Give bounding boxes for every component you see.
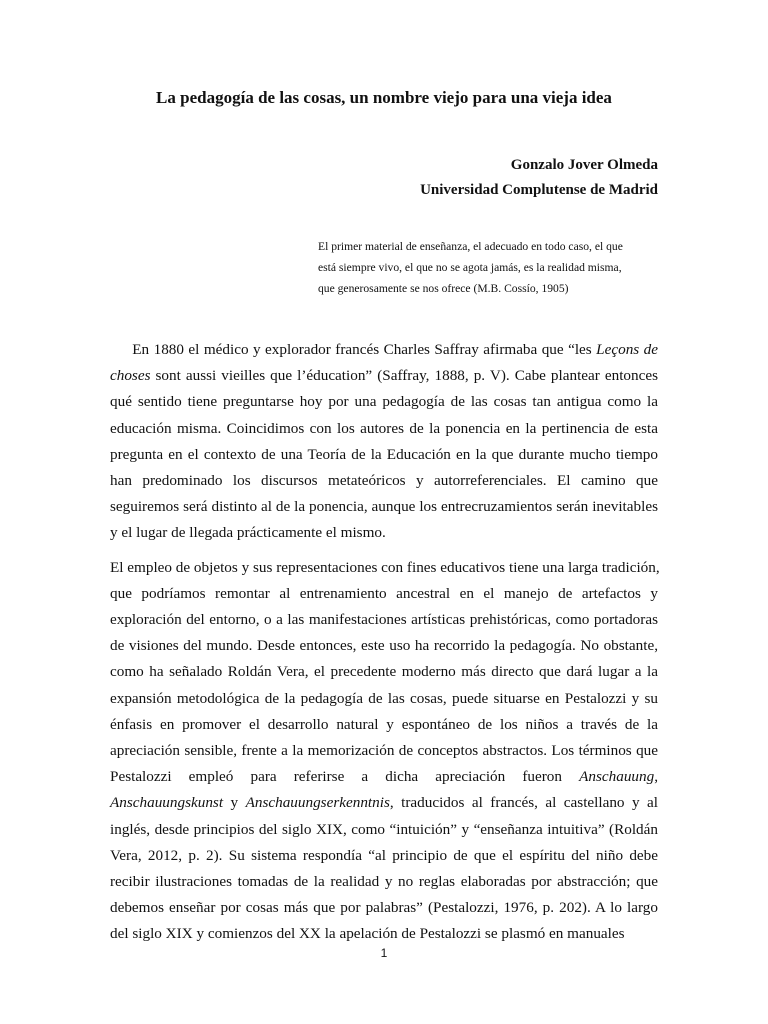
text-line <box>110 764 658 790</box>
text-span: y <box>223 794 246 812</box>
text-line <box>110 520 658 546</box>
author-block <box>420 153 658 203</box>
text-line <box>110 686 658 712</box>
text-span: sont aussi vieilles que l’éducation” (Saffray, 1888, p. V). Cabe plantear entonces <box>150 367 658 385</box>
text-span: Vera, 2012, p. 2). Su sistema respondía “al principio de que el espíritu del niño debe <box>110 846 658 864</box>
epigraph-line: El primer material de enseñanza, el adecuado en todo caso, el que <box>318 240 623 253</box>
text-line <box>110 738 658 764</box>
text-span: Pestalozzi empleó para referirse a dicha apreciación fueron <box>110 768 580 786</box>
text-span: como ha señalado Roldán Vera, el precedente moderno más directo que dará lugar a la <box>110 663 658 681</box>
author-affiliation: Universidad Complutense de Madrid <box>420 182 658 198</box>
italic-text: Anschauungskunst <box>110 794 224 812</box>
text-span: En 1880 el médico y explorador francés Charles Saffray afirmaba que “les <box>110 341 597 358</box>
text-span: El empleo de objetos y sus representaciones con fines educativos tiene una larga tradición, <box>110 558 660 576</box>
text-line <box>110 555 658 581</box>
text-line <box>110 869 658 895</box>
text-line <box>110 581 658 607</box>
text-span: educación misma. Coincidimos con los autores de la ponencia en la pertinencia de esta <box>110 419 658 437</box>
text-span: recibir ilustraciones tomadas de la realidad y no reglas elaboradas por abstracción; que <box>110 873 658 891</box>
text-span: apreciación sensible, frente a la memorización de conceptos abstractos. Los términos que <box>110 742 658 760</box>
text-line <box>110 337 658 363</box>
text-line <box>110 389 658 415</box>
text-span: de visiones del mundo. Desde entonces, este uso ha recorrido la pedagogía. No obstante, <box>110 637 658 655</box>
text-span: del siglo XIX y comienzos del XX la apelación de Pestalozzi se plasmó en manuales <box>110 925 625 943</box>
text-span: énfasis en promover el desarrollo natural y espontáneo de los niños a través de la <box>110 715 658 733</box>
text-line <box>110 607 658 633</box>
italic-text: choses <box>110 367 151 385</box>
text-line <box>110 817 658 843</box>
italic-text: Leçons de <box>596 341 658 358</box>
page-number: 1 <box>380 946 388 960</box>
text-span: seguiremos será distinto al de la ponencia, aunque los entrecruzamientos serán inevitables <box>110 498 658 516</box>
text-span: y el lugar de llegada prácticamente el mismo. <box>110 524 386 542</box>
text-span: que podríamos remontar al entrenamiento ancestral en el manejo de artefactos y <box>110 584 658 602</box>
text-line <box>110 494 658 520</box>
text-span: exploración del entorno, o a las manifestaciones artísticas prehistóricas, como portadoras <box>110 611 658 629</box>
text-span: , traducidos al francés, al castellano y al <box>389 794 658 812</box>
text-line <box>110 790 658 816</box>
text-line <box>110 921 658 947</box>
text-span: pregunta en el contexto de una Teoría de la Educación en la que durante mucho tiempo <box>110 445 658 463</box>
text-line <box>110 633 658 659</box>
text-line <box>110 843 658 869</box>
author-name: Gonzalo Jover Olmeda <box>510 157 658 173</box>
paragraph-1 <box>110 337 658 547</box>
epigraph-line: que generosamente se nos ofrece (M.B. Cossío, 1905) <box>318 282 569 295</box>
document-title: La pedagogía de las cosas, un nombre viejo para una vieja idea <box>156 88 612 107</box>
text-line <box>110 895 658 921</box>
text-line <box>110 468 658 494</box>
italic-text: Anschauung <box>579 768 655 786</box>
text-line <box>110 416 658 442</box>
body-text <box>110 337 658 948</box>
text-line <box>110 659 658 685</box>
text-line <box>110 442 658 468</box>
text-span: expansión metodológica de la pedagogía de las cosas, puede situarse en Pestalozzi y su <box>110 689 658 707</box>
text-span: , <box>654 768 658 786</box>
text-line <box>110 712 658 738</box>
text-span: debemos enseñar por cosas más que por palabras” (Pestalozzi, 1976, p. 202). A lo largo <box>110 899 658 917</box>
epigraph-line: está siempre vivo, el que no se agota jamás, es la realidad misma, <box>318 261 622 274</box>
text-span: han predominado los discursos metateóricos y autorreferenciales. El camino que <box>110 472 658 490</box>
text-span: qué sentido tiene preguntarse hoy por una pedagogía de las cosas tan antigua como la <box>110 393 658 411</box>
text-line <box>110 363 658 389</box>
epigraph <box>318 236 658 299</box>
text-span: inglés, desde principios del siglo XIX, como “intuición” y “enseñanza intuitiva” (Roldán <box>110 820 658 838</box>
italic-text: Anschauungserkenntnis <box>245 794 390 812</box>
paragraph-2 <box>110 555 658 948</box>
